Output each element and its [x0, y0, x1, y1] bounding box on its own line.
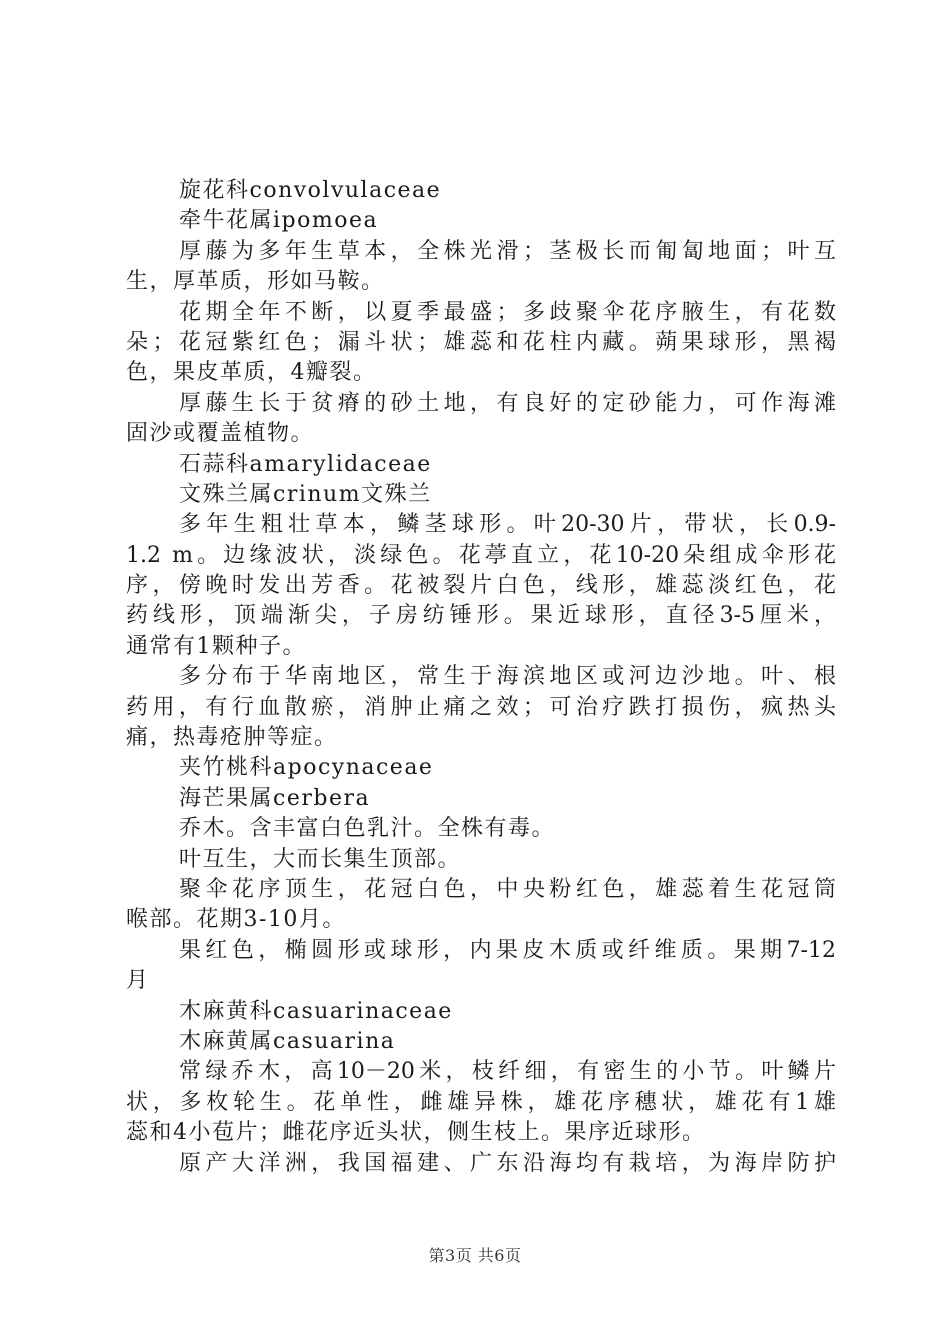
- text-line: 木麻黄科casuarinaceae: [179, 998, 453, 1024]
- text-line: 痛，热毒疮肿等症。: [126, 725, 338, 751]
- text-line: 药用，有行血散瘀，消肿止痛之效；可治疗跌打损伤，疯热头: [126, 694, 836, 720]
- text-line: 木麻黄属casuarina: [179, 1028, 396, 1054]
- text-line: 石蒜科amarylidaceae: [179, 451, 432, 477]
- text-line: 牵牛花属ipomoea: [179, 208, 379, 234]
- text-line: 乔木。含丰富白色乳汁。全株有毒。: [179, 816, 556, 842]
- text-line: 药线形，顶端渐尖，子房纺锤形。果近球形，直径3-5厘米，: [126, 603, 836, 629]
- text-line: 旋花科convolvulaceae: [179, 178, 442, 203]
- text-line: 海芒果属cerbera: [179, 785, 371, 811]
- text-line: 果红色，椭圆形或球形，内果皮木质或纤维质。果期7-12: [179, 937, 836, 963]
- text-line: 原产大洋洲，我国福建、广东沿海均有栽培，为海岸防护: [179, 1150, 836, 1176]
- text-line: 夹竹桃科apocynaceae: [179, 755, 434, 781]
- document-body: [126, 176, 836, 1179]
- page-footer: 第3页 共6页: [428, 1246, 522, 1265]
- text-line: 喉部。花期3-10月。: [126, 907, 346, 933]
- text-line: 生，厚革质，形如马鞍。: [126, 269, 385, 295]
- text-line: 厚藤为多年生草本，全株光滑；茎极长而匍匐地面；叶互: [179, 238, 836, 264]
- text-line: 状，多枚轮生。花单性，雌雄异株，雄花序穗状，雄花有1雄: [126, 1089, 836, 1115]
- text-line: 1.2 m。边缘波状，淡绿色。花葶直立，花10-20朵组成伞形花: [126, 542, 836, 568]
- text-line: 色，果皮革质，4瓣裂。: [126, 360, 377, 386]
- text-line: 多分布于华南地区，常生于海滨地区或河边沙地。叶、根: [179, 664, 836, 690]
- text-line: 通常有1颗种子。: [126, 633, 306, 659]
- text-line: 聚伞花序顶生，花冠白色，中央粉红色，雄蕊着生花冠筒: [179, 876, 836, 902]
- text-line: 厚藤生长于贫瘠的砂土地，有良好的定砂能力，可作海滩: [179, 390, 836, 416]
- text-line: 文殊兰属crinum文殊兰: [179, 481, 432, 507]
- text-line: 月: [126, 968, 150, 994]
- text-line: 蕊和4小苞片；雌花序近头状，侧生枝上。果序近球形。: [126, 1120, 706, 1146]
- text-line: 固沙或覆盖植物。: [126, 421, 315, 447]
- text-line: 多年生粗壮草本，鳞茎球形。叶20-30片，带状，长0.9-: [179, 512, 836, 538]
- text-line: 叶互生，大而长集生顶部。: [179, 846, 462, 872]
- text-line: 花期全年不断，以夏季最盛；多歧聚伞花序腋生，有花数: [179, 299, 836, 325]
- text-line: 朵；花冠紫红色；漏斗状；雄蕊和花柱内藏。蒴果球形，黑褐: [126, 329, 836, 355]
- text-line: 序，傍晚时发出芳香。花被裂片白色，线形，雄蕊淡红色，花: [126, 573, 836, 599]
- text-line: 常绿乔木，高10－20米，枝纤细，有密生的小节。叶鳞片: [179, 1059, 836, 1085]
